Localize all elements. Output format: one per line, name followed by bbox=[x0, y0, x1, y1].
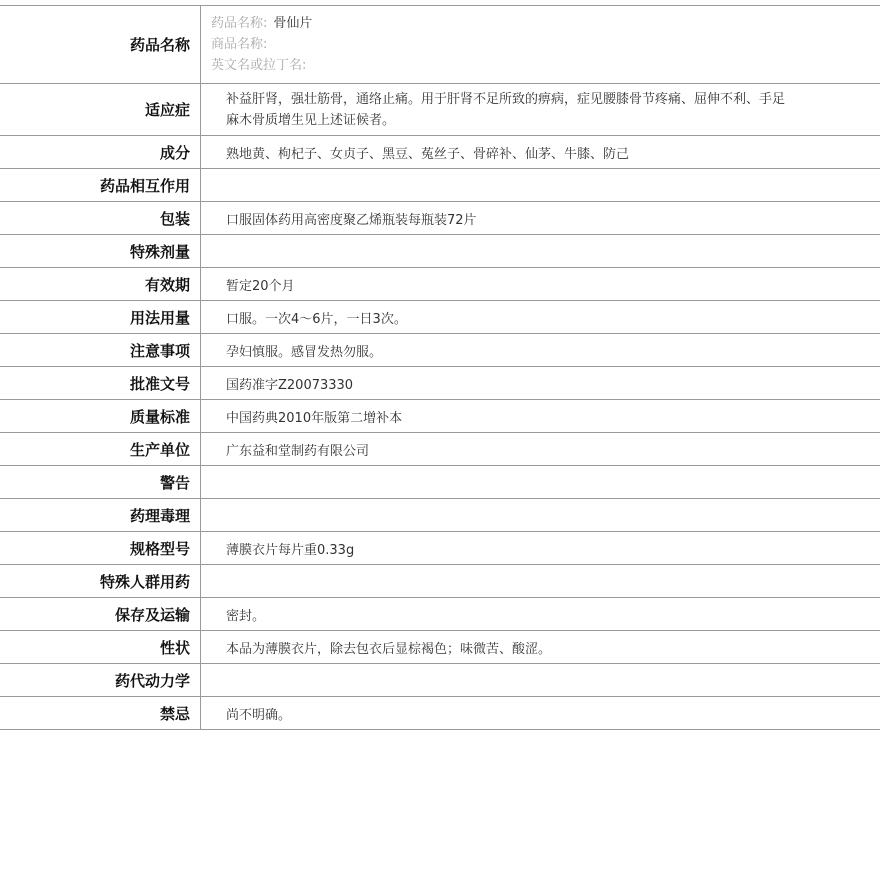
table-row-quality-standard bbox=[0, 400, 880, 433]
row-value: 孕妇慎服。感冒发热勿服。 bbox=[201, 334, 880, 367]
row-label: 用法用量 bbox=[0, 301, 201, 334]
row-value bbox=[201, 235, 880, 268]
row-value: 尚不明确。 bbox=[201, 697, 880, 730]
row-label: 药理毒理 bbox=[0, 499, 201, 532]
row-value: 熟地黄、枸杞子、女贞子、黑豆、菟丝子、骨碎补、仙茅、牛膝、防己 bbox=[201, 136, 880, 169]
row-value bbox=[201, 565, 880, 598]
row-label: 规格型号 bbox=[0, 532, 201, 565]
english-name-label: 英文名或拉丁名: bbox=[211, 58, 307, 73]
table-row-specification bbox=[0, 532, 880, 565]
table-row-interactions bbox=[0, 169, 880, 202]
table-row-ingredients bbox=[0, 136, 880, 169]
row-label: 禁忌 bbox=[0, 697, 201, 730]
row-value bbox=[201, 169, 880, 202]
table-row-usage-dosage bbox=[0, 301, 880, 334]
row-label: 性状 bbox=[0, 631, 201, 664]
trade-name-label: 商品名称: bbox=[211, 37, 268, 52]
row-label: 包装 bbox=[0, 202, 201, 235]
row-value bbox=[201, 84, 880, 136]
row-value: 口服。一次4～6片，一日3次。 bbox=[201, 301, 880, 334]
row-label: 批准文号 bbox=[0, 367, 201, 400]
row-label: 注意事项 bbox=[0, 334, 201, 367]
english-name-line bbox=[211, 55, 880, 76]
generic-name-label: 药品名称: bbox=[211, 16, 268, 31]
row-value: 本品为薄膜衣片，除去包衣后显棕褐色；味微苦、酸涩。 bbox=[201, 631, 880, 664]
row-label: 成分 bbox=[0, 136, 201, 169]
table-row-special-dosage bbox=[0, 235, 880, 268]
table-row-special-populations bbox=[0, 565, 880, 598]
row-label: 保存及运输 bbox=[0, 598, 201, 631]
row-value bbox=[201, 6, 880, 84]
indications-text: 补益肝肾，强壮筋骨，通络止痛。用于肝肾不足所致的痹病，症见腰膝骨节疼痛、屈伸不利、手足麻木骨质增生见上述证候者。 bbox=[226, 91, 786, 128]
table-row-pharmacology bbox=[0, 499, 880, 532]
table-row-packaging bbox=[0, 202, 880, 235]
row-value: 薄膜衣片每片重0.33g bbox=[201, 532, 880, 565]
row-value bbox=[201, 499, 880, 532]
table-row-drug-name bbox=[0, 6, 880, 84]
row-label: 生产单位 bbox=[0, 433, 201, 466]
row-label: 特殊人群用药 bbox=[0, 565, 201, 598]
table-row-shelf-life bbox=[0, 268, 880, 301]
row-value bbox=[201, 664, 880, 697]
table-row-description bbox=[0, 631, 880, 664]
row-value: 国药准字Z20073330 bbox=[201, 367, 880, 400]
row-label: 药品相互作用 bbox=[0, 169, 201, 202]
row-value: 暂定20个月 bbox=[201, 268, 880, 301]
row-label: 质量标准 bbox=[0, 400, 201, 433]
row-label: 药品名称 bbox=[0, 6, 201, 84]
table-row-precautions bbox=[0, 334, 880, 367]
table-row-indications bbox=[0, 84, 880, 136]
row-value: 广东益和堂制药有限公司 bbox=[201, 433, 880, 466]
row-label: 药代动力学 bbox=[0, 664, 201, 697]
table-row-storage bbox=[0, 598, 880, 631]
generic-name-value: 骨仙片 bbox=[273, 16, 313, 31]
row-label: 警告 bbox=[0, 466, 201, 499]
table-row-manufacturer bbox=[0, 433, 880, 466]
row-value: 密封。 bbox=[201, 598, 880, 631]
table-row-approval-number bbox=[0, 367, 880, 400]
row-value: 中国药典2010年版第二增补本 bbox=[201, 400, 880, 433]
row-label: 适应症 bbox=[0, 84, 201, 136]
generic-name-line bbox=[211, 13, 880, 34]
row-value: 口服固体药用高密度聚乙烯瓶装每瓶装72片 bbox=[201, 202, 880, 235]
row-label: 特殊剂量 bbox=[0, 235, 201, 268]
table-row-contraindications bbox=[0, 697, 880, 730]
drug-info-table bbox=[0, 5, 880, 730]
table-row-warning bbox=[0, 466, 880, 499]
row-value bbox=[201, 466, 880, 499]
row-label: 有效期 bbox=[0, 268, 201, 301]
table-row-pharmacokinetics bbox=[0, 664, 880, 697]
trade-name-line bbox=[211, 34, 880, 55]
